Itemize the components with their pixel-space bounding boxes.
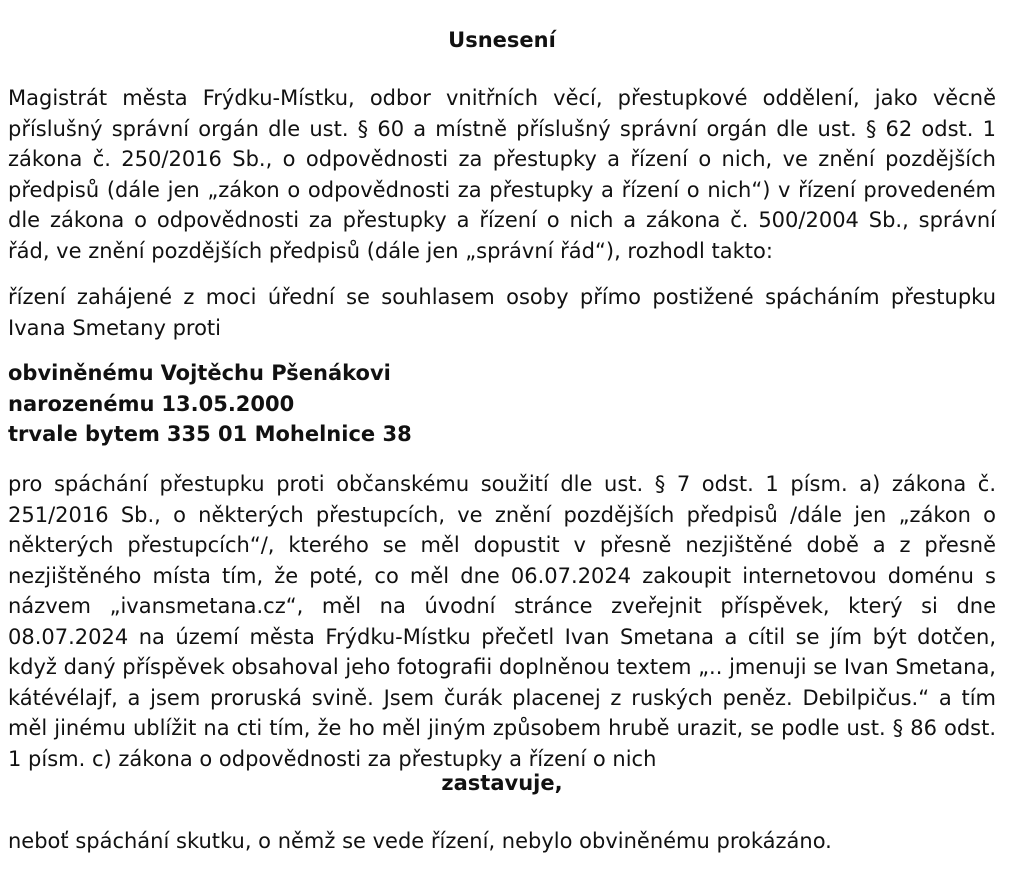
accused-birth-label: narozenému bbox=[8, 391, 155, 416]
accused-residence-row bbox=[8, 419, 412, 450]
offense-paragraph: pro spáchání přestupku proti občanskému soužití dle ust. § 7 odst. 1 písm. a) zákona č. 251/2016 Sb., o některých přestupcích, ve znění pozdějších předpisů /dále jen „zákon o některých přestupcích“/, kterého se měl dopustit v přesně nezjištěné době a z přesně nezjištěného místa tím, že poté, co měl dne 06.07.2024 zakoupit internetovou doménu s názvem „ivansmetana.cz“, měl na úvodní stránce zveřejnit příspěvek, který si dne 08.07.2024 na území města Frýdku-Místku přečetl Ivan Smetana a cítil se jím být dotčen, když daný příspěvek obsahoval jeho fotografii doplněnou textem „.. jmenuji se Ivan Smetana, kátévélajf, a jsem proruská svině. Jsem čurák placenej z ruských peněz. Debilpičus.“ a tím měl jinému ublížit na cti tím, že ho měl jiným způsobem hrubě urazit, se podle ust. § 86 odst. 1 písm. c) zákona o odpovědnosti za přestupky a řízení o nich bbox=[8, 472, 996, 771]
accused-name-label: obviněnému bbox=[8, 361, 154, 385]
accused-name-row bbox=[8, 358, 412, 389]
intro-paragraph: Magistrát města Frýdku-Místku, odbor vnitřních věcí, přestupkové oddělení, jako věcně příslušný správní orgán dle ust. § 60 a místně příslušný správní orgán dle ust. § 62 odst. 1 zákona č. 250/2016 Sb., o odpovědnosti za přestupky a řízení o nich, ve znění pozdějších předpisů (dále jen „zákon o odpovědnosti za přestupky a řízení o nich“) v řízení provedeném dle zákona o odpovědnosti za přestupky a řízení o nich a zákona č. 500/2004 Sb., správní řád, ve znění pozdějších předpisů (dále jen „správní řád“), rozhodl takto: bbox=[8, 86, 996, 263]
reason-paragraph: neboť spáchání skutku, o němž se vede řízení, nebylo obviněnému prokázáno. bbox=[8, 829, 832, 853]
accused-residence-label: trvale bytem bbox=[8, 422, 160, 446]
accused-birth-row bbox=[8, 389, 412, 420]
accused-details bbox=[8, 358, 412, 450]
accused-birth-date: 13.05.2000 bbox=[161, 391, 295, 416]
document-title: Usnesení bbox=[448, 28, 556, 52]
accused-residence: 335 01 Mohelnice 38 bbox=[166, 422, 412, 446]
proceeding-paragraph: řízení zahájené z moci úřední se souhlasem osoby přímo postižené spácháním přestupku Ivana Smetany proti bbox=[8, 285, 996, 340]
accused-name: Vojtěchu Pšenákovi bbox=[160, 361, 391, 385]
verdict-heading: zastavuje, bbox=[441, 771, 563, 795]
